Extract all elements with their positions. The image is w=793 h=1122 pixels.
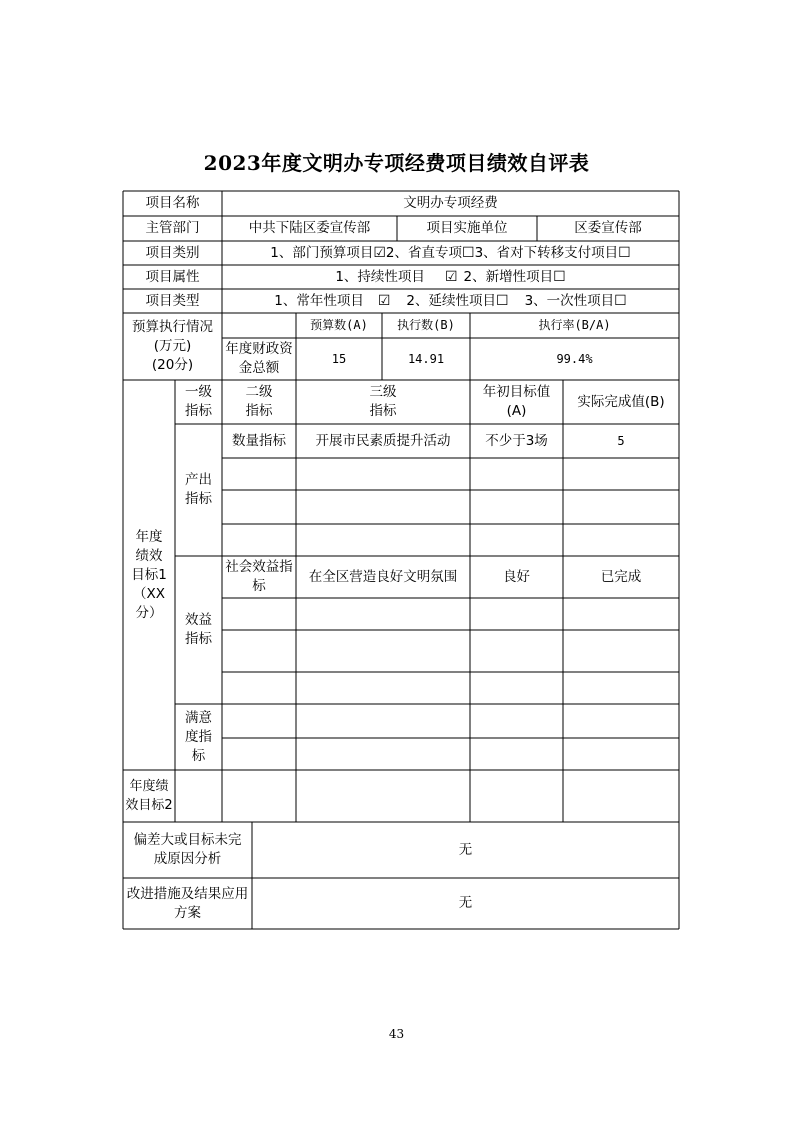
project-name-label: 项目名称 <box>145 195 200 211</box>
category-label: 项目类别 <box>145 244 200 261</box>
level3-indicator-header: 三级指标 <box>369 384 397 419</box>
improvement-measures-label: 改进措施及结果应用方案 <box>126 885 249 921</box>
unchecked-box-icon: ☐ <box>496 292 509 309</box>
checked-box-icon: ☑ <box>377 292 391 309</box>
implementing-unit-value: 区委宣传部 <box>574 220 642 236</box>
department-value: 中共下陆区委宣传部 <box>248 220 371 236</box>
level1-indicator-header: 一级指标 <box>185 384 212 419</box>
attribute-label: 项目属性 <box>145 268 200 285</box>
budget-amount-header: 预算数(A) <box>310 318 368 332</box>
execution-rate-header: 执行率(B/A) <box>538 318 611 332</box>
unchecked-box-icon: ☐ <box>553 268 566 285</box>
page-number: 43 <box>388 1027 405 1041</box>
executed-amount-header: 执行数(B) <box>397 318 455 332</box>
table-cell-level2: 社会效益指标 <box>225 559 293 594</box>
benefit-indicator-label: 效益指标 <box>185 612 212 647</box>
executed-amount-value: 14.91 <box>407 351 445 366</box>
deviation-analysis-label: 偏差大或目标未完成原因分析 <box>133 832 242 867</box>
type-label: 项目类型 <box>145 292 200 309</box>
output-indicator-label: 产出指标 <box>185 472 212 507</box>
table-cell-level2: 数量指标 <box>232 432 286 449</box>
annual-fiscal-total-label: 年度财政资金总额 <box>225 341 293 376</box>
category-option-3-text: 3、省对下转移支付项目 <box>474 244 619 261</box>
type-option-3-text: 3、一次性项目 <box>524 292 615 309</box>
annual-goal-2-label: 年度绩效目标2 <box>125 779 173 813</box>
table-cell-target: 不少于3场 <box>485 432 548 449</box>
table-cell-target: 良好 <box>503 568 530 585</box>
page-title: 2023年度文明办专项经费项目绩效自评表 <box>203 151 590 175</box>
table-cell-actual: 5 <box>617 433 625 448</box>
type-options <box>222 289 679 313</box>
execution-rate-value: 99.4% <box>556 351 593 366</box>
checked-box-icon: ☑ <box>444 268 458 285</box>
type-option-2-text: 2、延续性项目 <box>406 292 497 309</box>
satisfaction-indicator-label: 满意度指标 <box>185 709 212 764</box>
unchecked-box-icon: ☐ <box>462 244 475 261</box>
implementing-unit-label: 项目实施单位 <box>426 220 508 236</box>
unchecked-box-icon: ☐ <box>614 292 627 309</box>
checked-box-icon: ☑ <box>373 244 386 261</box>
level2-indicator-header: 二级指标 <box>245 384 273 419</box>
category-option-2-text: 2、省直专项 <box>385 244 463 261</box>
deviation-analysis-value: 无 <box>458 841 473 858</box>
category-option-1-text: 1、部门预算项目 <box>270 244 374 261</box>
initial-target-header: 年初目标值(A) <box>482 384 551 419</box>
table-cell-actual: 已完成 <box>600 568 642 585</box>
attribute-option-2-text: 2、新增性项目 <box>463 268 554 285</box>
attribute-options <box>222 265 679 289</box>
improvement-measures-value: 无 <box>458 895 473 911</box>
actual-completion-header: 实际完成值(B) <box>577 393 665 410</box>
table-cell-level3: 在全区营造良好文明氛围 <box>308 568 458 585</box>
budget-amount-value: 15 <box>331 351 347 366</box>
type-option-1-text: 1、常年性项目 <box>274 292 364 309</box>
project-name-value: 文明办专项经费 <box>403 195 498 211</box>
department-label: 主管部门 <box>145 220 200 236</box>
category-options <box>222 241 679 265</box>
annual-goal-1-label: 年度绩效目标1（XX分） <box>131 528 167 621</box>
table-cell-level3: 开展市民素质提升活动 <box>315 432 451 449</box>
budget-execution-label: 预算执行情况 (万元) (20分) <box>132 319 213 373</box>
unchecked-box-icon: ☐ <box>618 244 631 261</box>
attribute-option-1-text: 1、持续性项目 <box>335 268 425 285</box>
